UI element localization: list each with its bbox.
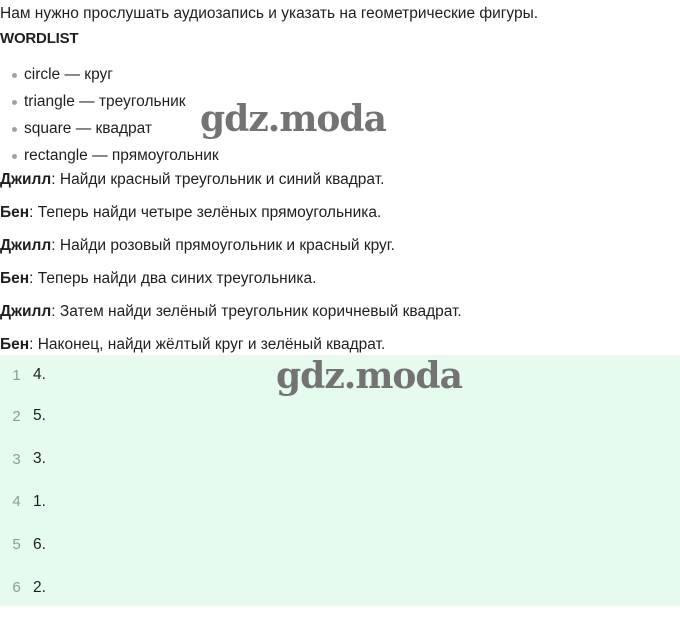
speaker-name: Джилл	[0, 171, 52, 188]
dialogue-line	[0, 204, 462, 237]
line-number: 2	[12, 407, 21, 425]
bullet-icon	[12, 100, 17, 105]
dialogue-line	[0, 171, 462, 204]
answer-row	[0, 438, 680, 481]
intro-text: Нам нужно прослушать аудиозапись и указать на геометрические фигуры.	[0, 5, 539, 22]
answer-value: 2.	[33, 578, 46, 596]
wordlist-item-text: triangle — треугольник	[24, 93, 186, 110]
dialogue-text: : Затем найди зелёный треугольник коричневый квадрат.	[51, 303, 462, 320]
answer-row	[0, 566, 680, 609]
dialogue-line	[0, 303, 462, 336]
dialogue-line	[0, 237, 462, 270]
line-number: 1	[12, 366, 21, 384]
speaker-name: Бен	[0, 270, 30, 287]
line-number: 3	[12, 450, 21, 468]
bullet-icon	[12, 127, 17, 132]
wordlist-item-text: circle — круг	[24, 66, 113, 83]
line-number: 6	[12, 579, 21, 597]
watermark: gdz.moda	[200, 98, 386, 140]
wordlist-heading: WORDLIST	[0, 30, 79, 47]
answer-value: 1.	[33, 492, 46, 510]
bullet-icon	[12, 154, 17, 159]
answer-value: 4.	[33, 366, 46, 383]
dialogue-text: : Наконец, найди жёлтый круг и зелёный квадрат.	[29, 336, 386, 353]
dialogue-text: : Теперь найди четыре зелёных прямоугольника.	[29, 204, 382, 221]
answer-value: 6.	[33, 535, 46, 553]
speaker-name: Бен	[0, 204, 30, 221]
answer-row	[0, 523, 680, 566]
wordlist-item	[0, 145, 219, 172]
wordlist-item-text: square — квадрат	[24, 120, 153, 137]
wordlist-item	[0, 91, 219, 118]
wordlist-item	[0, 118, 219, 145]
dialogue-text: : Теперь найди два синих треугольника.	[29, 270, 317, 287]
line-number: 5	[12, 536, 21, 554]
watermark: gdz.moda	[276, 355, 462, 397]
answer-row	[0, 481, 680, 524]
dialogue-text: : Найди красный треугольник и синий квадрат.	[51, 171, 385, 188]
wordlist-item-text: rectangle — прямоугольник	[24, 147, 219, 164]
speaker-name: Джилл	[0, 237, 52, 254]
speaker-name: Джилл	[0, 303, 52, 320]
wordlist-item	[0, 64, 219, 91]
bullet-icon	[12, 73, 17, 78]
dialogue-line	[0, 270, 462, 303]
dialogue	[0, 171, 462, 369]
dialogue-text: : Найди розовый прямоугольник и красный круг.	[51, 237, 395, 254]
wordlist	[0, 64, 219, 172]
answer-value: 5.	[33, 407, 46, 425]
answer-row	[0, 395, 680, 438]
line-number: 4	[12, 493, 21, 511]
answer-value: 3.	[33, 450, 46, 468]
speaker-name: Бен	[0, 336, 30, 353]
